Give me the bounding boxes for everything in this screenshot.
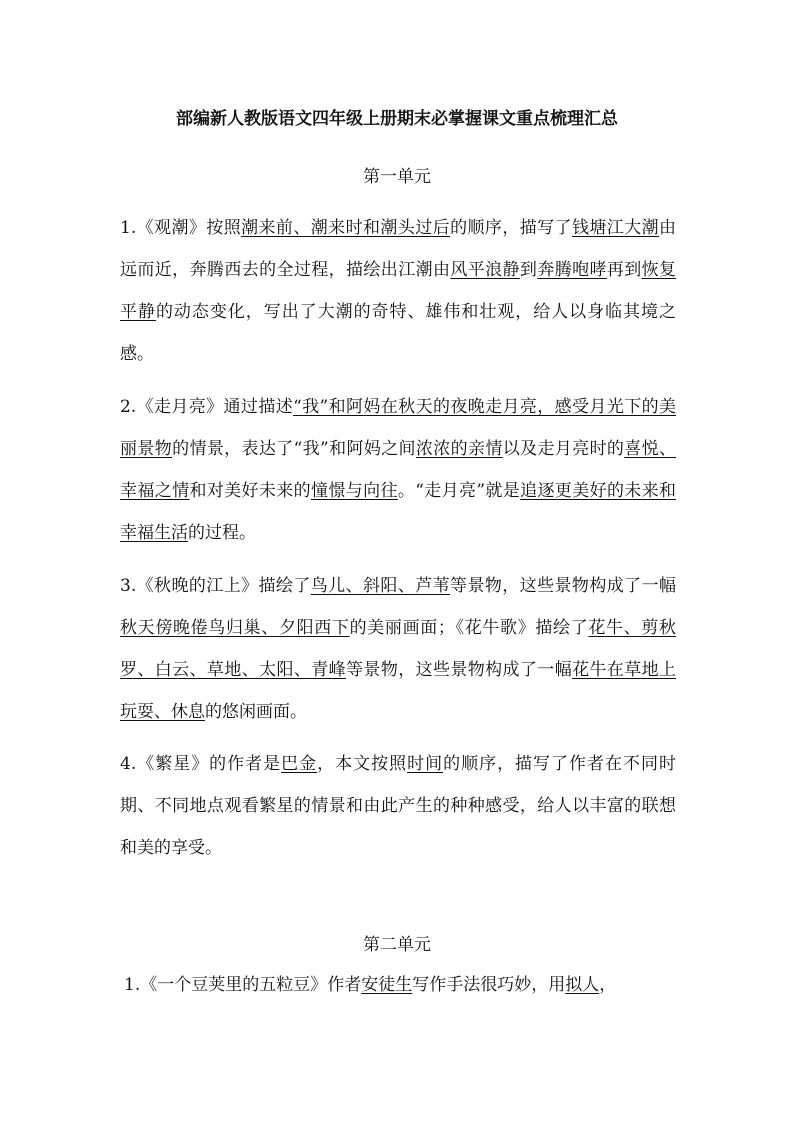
underlined-text: 憧憬与向往 — [311, 481, 398, 501]
paragraph — [120, 386, 676, 554]
document-title: 部编新人教版语文四年级上册期末必掌握课文重点梳理汇总 — [176, 109, 618, 129]
text-run: 写作手法很巧妙，用 — [412, 975, 566, 995]
underlined-text: 安徒生 — [361, 975, 413, 995]
underlined-text: 花牛在草地上玩耍、休息 — [120, 660, 677, 722]
text-run: 4.《繁星》的作者是 — [120, 754, 282, 774]
underlined-text: 喜悦、幸福之情 — [120, 439, 677, 501]
text-run: 到 — [519, 260, 538, 280]
underlined-text: 钱塘江大潮 — [571, 218, 660, 238]
paragraph — [120, 743, 676, 869]
text-run: 。“走月亮”就是 — [397, 481, 521, 501]
text-run: 的动态变化，写出了大潮的奇特、雄伟和壮观，给人以身临其境之感。 — [120, 302, 677, 364]
paragraph — [120, 565, 676, 733]
text-run: 和对美好未来的 — [189, 481, 311, 501]
text-run: 再到 — [606, 260, 642, 280]
text-run: 的美丽画面；《花牛歌》描绘了 — [349, 618, 589, 638]
underlined-text: 巴金 — [281, 754, 318, 774]
paragraph — [120, 207, 676, 375]
text-run: 3.《秋晚的江上》描绘了 — [120, 576, 311, 596]
underlined-text: 鸟儿、斜阳、芦苇 — [310, 576, 451, 596]
underlined-text: 风平浪静 — [450, 260, 520, 280]
underlined-text: “我”和阿妈在秋天的夜晚走月亮，感受月光下的美丽景物 — [120, 397, 676, 459]
text-run: 1.《一个豆荚里的五粒豆》作者 — [124, 975, 362, 995]
underlined-text: 时间 — [407, 754, 444, 774]
text-run: 的过程。 — [188, 523, 256, 543]
unit-heading: 第一单元 — [363, 167, 431, 187]
underlined-text: 浓浓的亲情 — [415, 439, 503, 459]
paragraph — [124, 964, 684, 1006]
text-run: 由远而近，奔腾西去的全过程，描绘出江潮由 — [120, 218, 677, 280]
text-run: 的情景，表达了“我”和阿妈之间 — [172, 439, 416, 459]
underlined-text: 奔腾咆哮 — [537, 260, 607, 280]
text-run: 以及走月亮时的 — [502, 439, 625, 459]
underlined-text: 潮来前、潮来时和潮头过后 — [241, 218, 451, 238]
text-run: 的顺序，描写了 — [450, 218, 572, 238]
unit-heading: 第二单元 — [363, 935, 431, 955]
text-run: 等景物，这些景物构成了一幅 — [450, 576, 676, 596]
text-run: 等景物，这些景物构成了一幅 — [346, 660, 573, 680]
text-run: ， — [599, 975, 617, 995]
underlined-text: 拟人 — [565, 975, 600, 995]
underlined-text: 恢复平静 — [120, 260, 677, 322]
text-run: 的悠闲画面。 — [205, 702, 307, 722]
text-run: ，本文按照 — [317, 754, 408, 774]
text-run: 的顺序，描写了作者在不同时期、不同地点观看繁星的情景和由此产生的种种感受，给人以丰富的联想和美的享受。 — [120, 754, 676, 858]
underlined-text: 秋天傍晚倦鸟归巢、夕阳西下 — [120, 618, 350, 638]
text-run: 1.《观潮》按照 — [120, 218, 242, 238]
underlined-text: 追逐更美好的未来和幸福生活 — [120, 481, 677, 543]
underlined-text: 花牛、剪秋罗、白云、草地、太阳、青峰 — [120, 618, 677, 680]
text-run: 2.《走月亮》通过描述 — [120, 397, 294, 417]
